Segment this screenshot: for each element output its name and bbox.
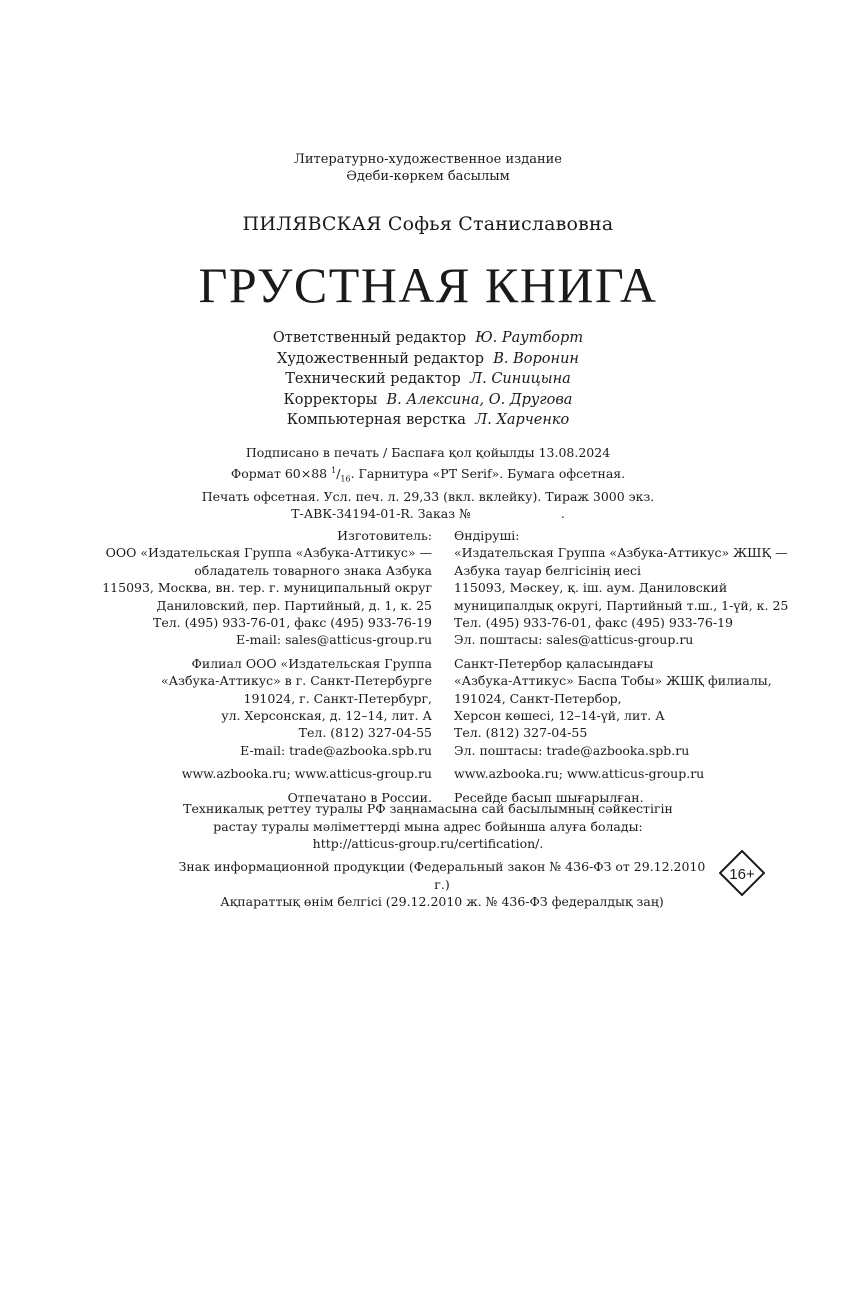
author-name: ПИЛЯВСКАЯ Софья Станиславовна (242, 213, 614, 235)
manufacturer-kz-main (454, 527, 788, 649)
order-code: Т-АВК-34194-01-R. Заказ № (291, 506, 471, 522)
credit-role: Корректоры (283, 391, 378, 408)
address-line: обладатель товарного знака Азбука (194, 562, 432, 578)
format-line: Формат 60×88 $^1/_{16}$. Гарнитура «PT Serif». Бумага офсетная. (230, 465, 626, 484)
address-line: муниципалдық округі, Партийный т.ш., 1-үй, к. 25 (454, 597, 789, 613)
manufacturer-ru (102, 527, 432, 806)
address-line: 115093, Мәскеу, қ. іш. аум. Даниловский (454, 580, 728, 596)
age-rating-label: 16+ (729, 866, 755, 883)
address-line: Херсон көшесі, 12–14-үй, лит. А (454, 708, 665, 724)
phone-line: Тел. (812) 327-04-55 (298, 725, 432, 741)
manufacturer-kz (454, 527, 788, 806)
credit-name: В. Воронин (493, 350, 579, 367)
address-line: 191024, Санкт-Петербор, (454, 690, 622, 706)
phone-line: Тел. (495) 933-76-01, факс (495) 933-76-19 (153, 615, 432, 631)
phone-line: Тел. (495) 933-76-01, факс (495) 933-76-19 (454, 615, 733, 631)
signed-date: Подписано в печать / Баспаға қол қойылды 13.08.2024 (245, 445, 611, 460)
info-sign-line: Знак информационной продукции (Федеральный закон № 436-ФЗ от 29.12.2010 г.) (178, 859, 706, 892)
info-sign-line: Ақпараттық өнім белгісі (29.12.2010 ж. № 436-ФЗ федералдық заң) (220, 894, 664, 909)
printed-in: Отпечатано в России. (287, 789, 432, 805)
address-line: Филиал ООО «Издательская Группа (191, 655, 432, 671)
order-end: . (560, 506, 565, 522)
manufacturer-kz-branch (454, 655, 788, 759)
email-line: Эл. поштасы: trade@azbooka.spb.ru (454, 742, 690, 758)
certification-line: Техникалық реттеу туралы РФ заңнамасына сай басылымның сәйкестігін (183, 801, 673, 816)
info-sign-note (172, 858, 712, 911)
phone-line: Тел. (812) 327-04-55 (454, 725, 588, 741)
credit-name: Ю. Раутборт (475, 330, 584, 346)
credit-line (0, 369, 856, 390)
age-rating-diamond-icon (719, 850, 765, 896)
address-line: «Азбука-Аттикус» в г. Санкт-Петербурге (161, 673, 432, 689)
credit-role: Художественный редактор (277, 350, 485, 367)
credit-line (0, 410, 856, 431)
address-line: Азбука тауар белгісінің иесі (454, 562, 642, 578)
website-links: www.azbooka.ru; www.atticus-group.ru (454, 766, 705, 782)
address-line: ул. Херсонская, д. 12–14, лит. А (221, 708, 432, 724)
book-title: ГРУСТНАЯ КНИГА (198, 257, 658, 313)
format-prefix: Формат 60×88 (230, 465, 328, 481)
credit-line (0, 328, 856, 349)
credit-name: Л. Синицына (470, 371, 571, 387)
credit-line (0, 390, 856, 411)
credit-line (0, 349, 856, 370)
address-line: 191024, г. Санкт-Петербург, (243, 690, 432, 706)
print-details (0, 444, 856, 523)
manufacturer-ru-main (102, 527, 432, 649)
address-line: ООО «Издательская Группа «Азбука-Аттикус» — (105, 545, 432, 561)
address-line: «Издательская Группа «Азбука-Аттикус» ЖШҚ — (454, 545, 788, 561)
certification-note (0, 800, 856, 853)
address-line: «Азбука-Аттикус» Баспа Тобы» ЖШҚ филиалы, (454, 673, 772, 689)
address-line: 115093, Москва, вн. тер. г. муниципальный округ (102, 580, 432, 596)
certification-line: растау туралы мәліметтерді мына адрес бойынша алуға болады: (213, 818, 643, 834)
edition-type-ru: Литературно-художественное издание (294, 152, 562, 167)
credit-name: Л. Харченко (475, 412, 570, 428)
certification-url: http://atticus-group.ru/certification/. (312, 836, 544, 851)
age-rating-badge (719, 850, 765, 896)
manufacturer-heading: Изготовитель: (337, 528, 432, 543)
edition-type (0, 151, 856, 185)
address-line: Санкт-Петербор қаласындағы (454, 655, 654, 671)
credit-name: В. Алексина, О. Другова (386, 391, 573, 408)
website-links: www.azbooka.ru; www.atticus-group.ru (181, 766, 432, 782)
format-suffix: . Гарнитура «PT Serif». Бумага офсетная. (350, 465, 626, 481)
manufacturer-ru-branch (102, 655, 432, 759)
print-line: Печать офсетная. Усл. печ. л. 29,33 (вкл. вклейку). Тираж 3000 экз. (201, 488, 655, 504)
credit-role: Технический редактор (285, 371, 461, 387)
printed-in: Ресейде басып шығарылған. (454, 789, 644, 805)
format-num: 1 (331, 465, 337, 475)
credit-role: Компьютерная верстка (286, 412, 466, 428)
format-den: 16 (340, 474, 351, 484)
email-line: Эл. поштасы: sales@atticus-group.ru (454, 632, 694, 648)
address-line: Даниловский, пер. Партийный, д. 1, к. 25 (156, 597, 432, 613)
email-line: E-mail: trade@azbooka.spb.ru (240, 742, 432, 758)
edition-type-kz: Әдеби-көркем басылым (346, 169, 510, 184)
email-line: E-mail: sales@atticus-group.ru (236, 632, 432, 648)
credit-role: Ответственный редактор (272, 330, 467, 346)
credits (0, 328, 856, 431)
manufacturer-heading: Өндіруші: (454, 528, 520, 543)
order-line (0, 505, 856, 523)
